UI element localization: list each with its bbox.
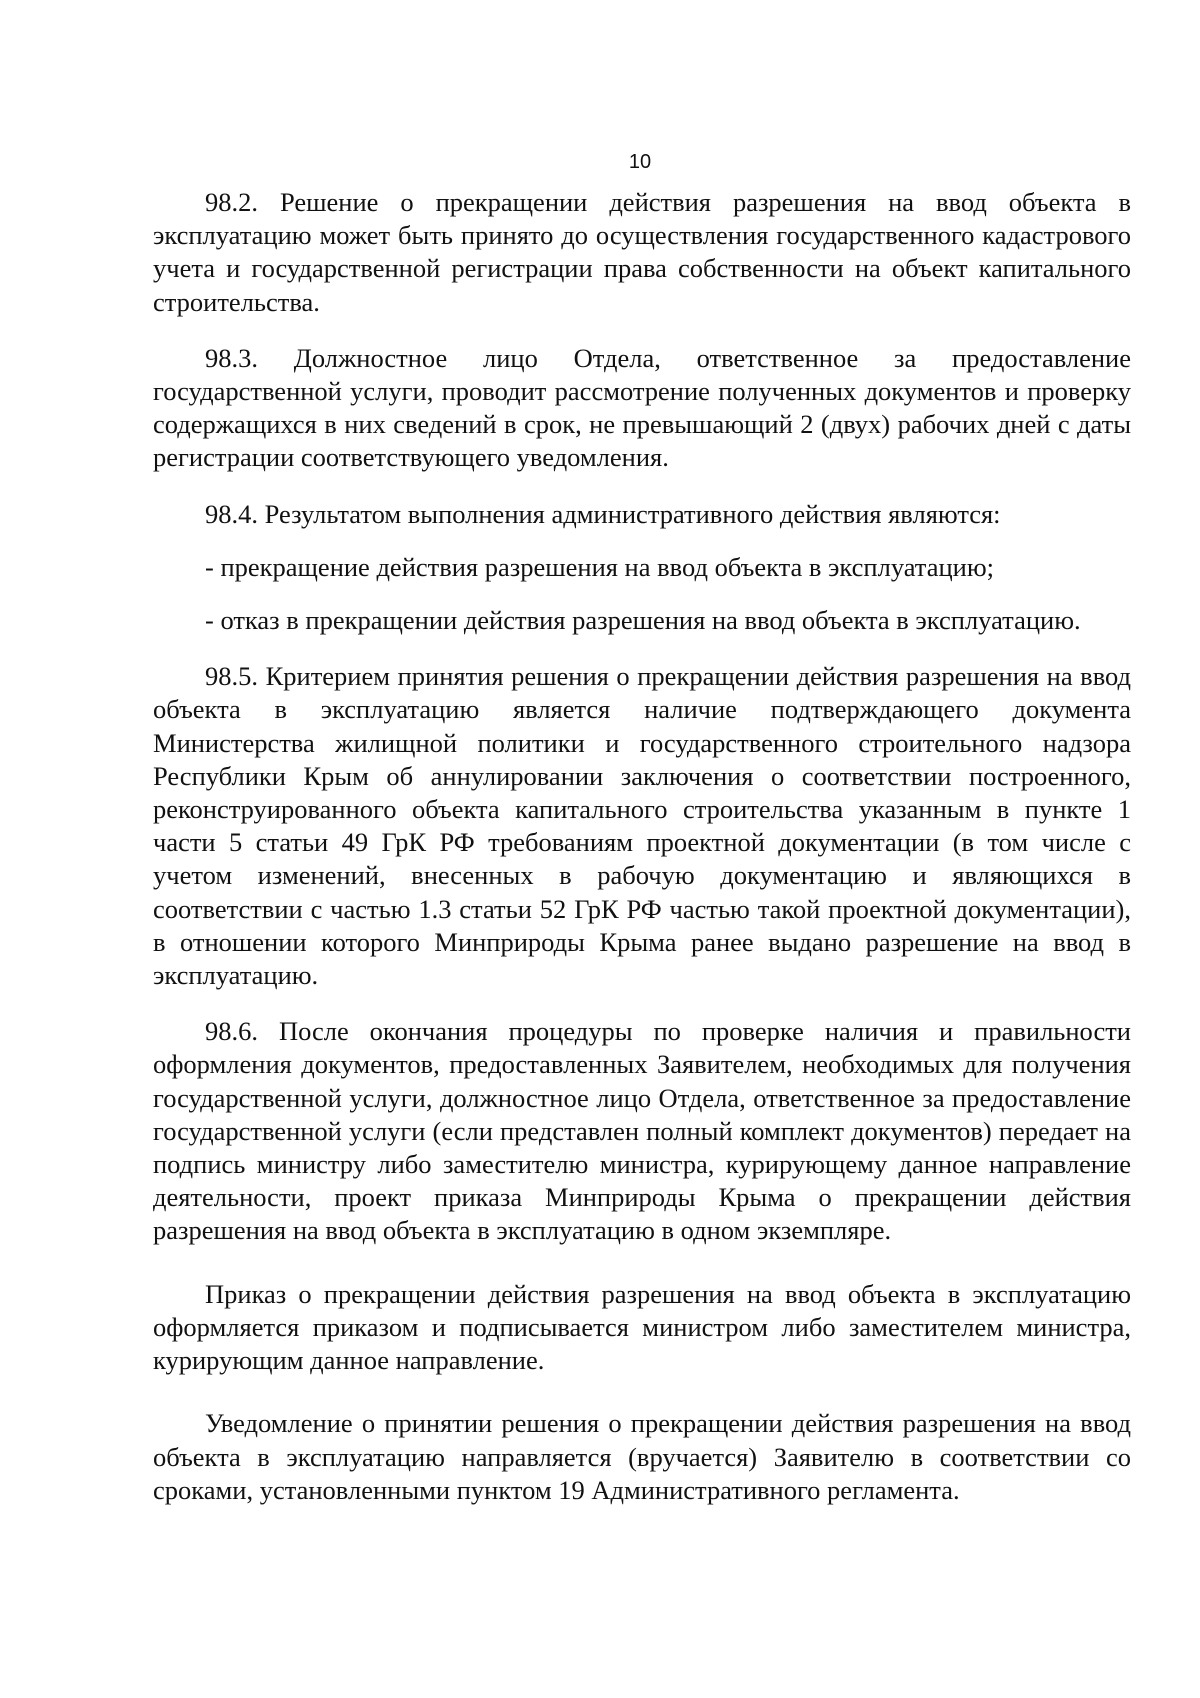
list-item-refusal: - отказ в прекращении действия разрешения на ввод объекта в эксплуатацию. [205,605,1081,636]
paragraph-98-3: 98.3. Должностное лицо Отдела, ответственное за предоставление государственной услуги, проводит рассмотрение полученных документов и проверку содержащихся в них сведений в срок, не превышающий 2 (двух) рабочих дней с даты регистрации соответствующего уведомления. [153,342,1131,473]
paragraph-98-6: 98.6. После окончания процедуры по проверке наличия и правильности оформления документов, предоставленных Заявителем, необходимых для получения государственной услуги, должностное лицо Отдела, ответственное за предоставление государственной услуги (если представлен полный комплект документов) передает на подпись министру либо заместителю министра, курирующему данное направление деятельности, проект приказа Минприроды Крыма о прекращении действия разрешения на ввод объекта в эксплуатацию в одном экземпляре. [153,1016,1131,1246]
paragraph-order: Приказ о прекращении действия разрешения на ввод объекта в эксплуатацию оформляется приказом и подписывается министром либо заместителем министра, курирующим данное направление. [153,1278,1131,1376]
paragraph-98-4: 98.4. Результатом выполнения административного действия являются: [205,498,1001,529]
paragraph-98-2: 98.2. Решение о прекращении действия разрешения на ввод объекта в эксплуатацию может быть принято до осуществления государственного кадастрового учета и государственной регистрации права собственности на объект капитального строительства. [153,187,1131,317]
page-number: 10 [628,151,652,173]
paragraph-98-5: 98.5. Критерием принятия решения о прекращении действия разрешения на ввод объекта в эксплуатацию является наличие подтверждающего документа Министерства жилищной политики и государственного строительного надзора Республики Крым об аннулировании заключения о соответствии построенного, реконструированного объекта капитального строительства указанным в пункте 1 части 5 статьи 49 ГрК РФ требованиям проектной документации (в том числе с учетом изменений, внесенных в рабочую документацию и являющихся в соответствии с частью 1.3 статьи 52 ГрК РФ частью такой проектной документации), в отношении которого Минприроды Крыма ранее выдано разрешение на ввод в эксплуатацию. [153,661,1131,991]
paragraph-notification: Уведомление о принятии решения о прекращении действия разрешения на ввод объекта в эксплуатацию направляется (вручается) Заявителю в соответствии со сроками, установленными пунктом 19 Административного регламента. [153,1408,1131,1505]
document-body [153,186,1131,1507]
list-item-termination: - прекращение действия разрешения на ввод объекта в эксплуатацию; [205,551,994,582]
